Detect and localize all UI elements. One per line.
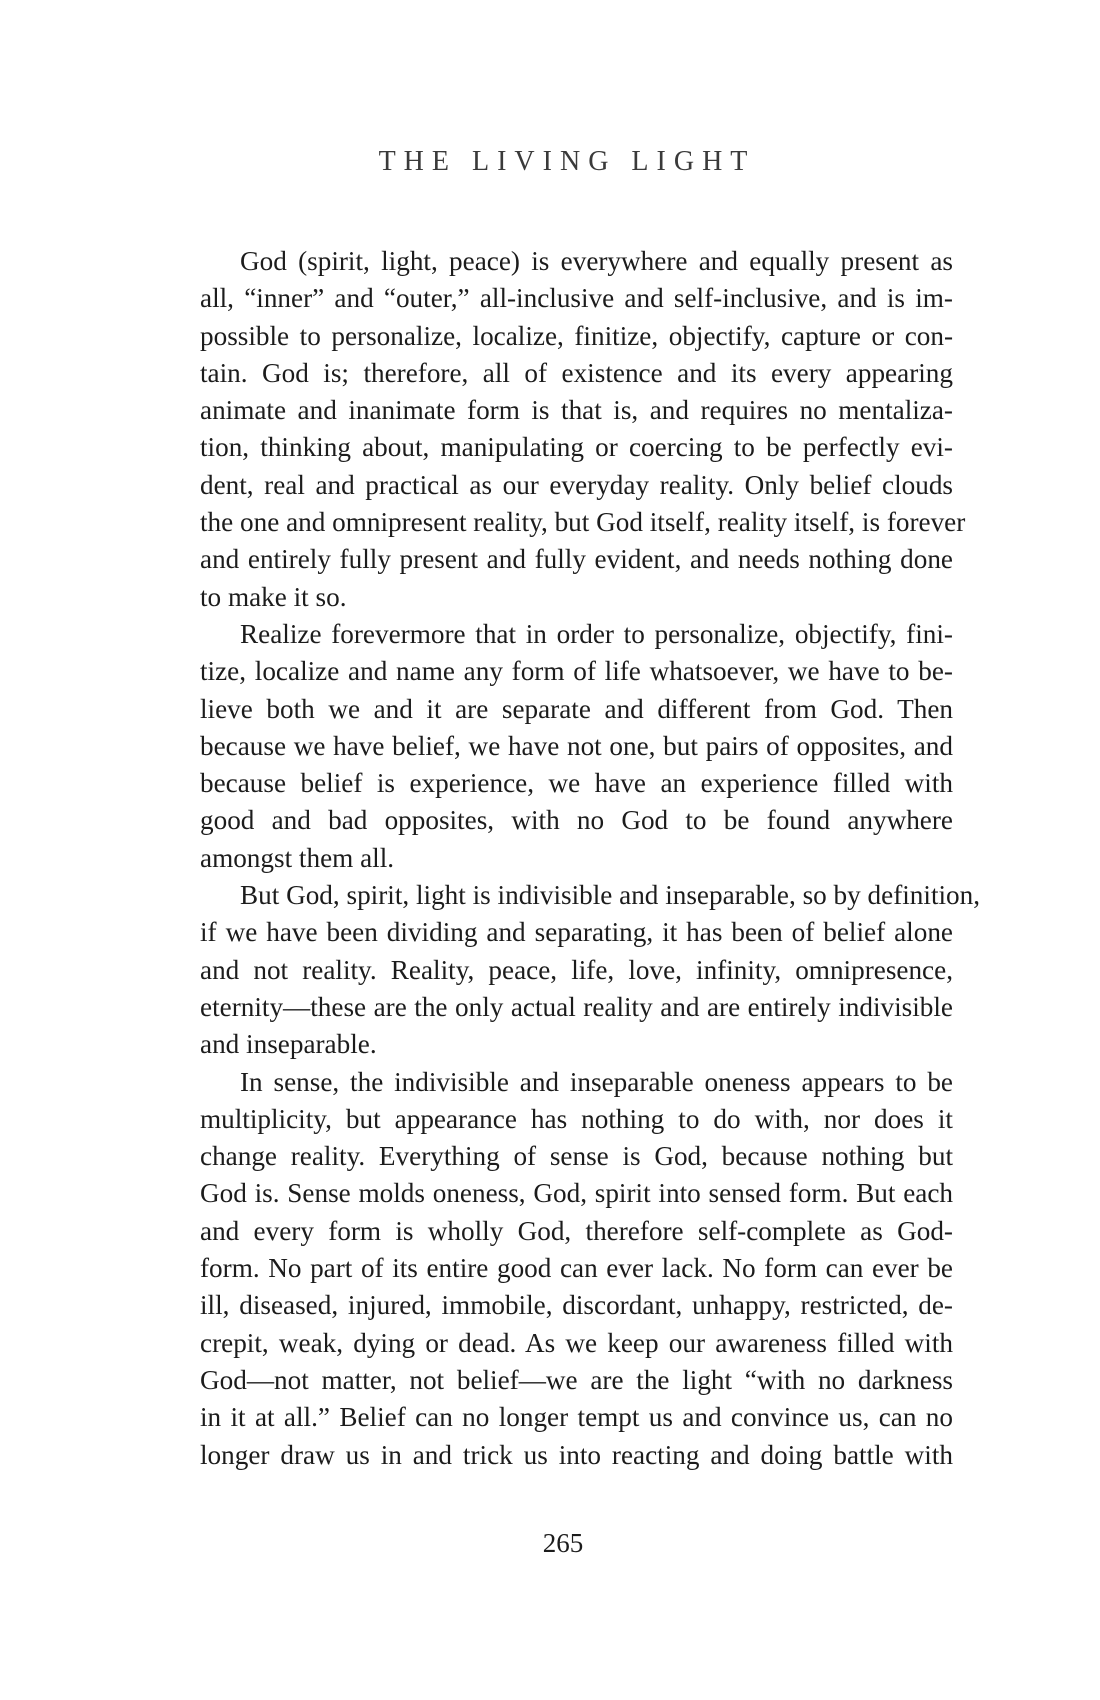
text-line: the one and omnipresent reality, but God itself, reality itself, is forever bbox=[200, 507, 966, 538]
text-line: eternity—these are the only actual reality and are entirely indivisible bbox=[200, 991, 953, 1022]
text-line: change reality. Everything of sense is God, because nothing but bbox=[200, 1141, 953, 1172]
text-line: God—not matter, not belief—we are the light “with no darkness bbox=[200, 1364, 953, 1395]
text-line: In sense, the indivisible and inseparable oneness appears to be bbox=[240, 1066, 953, 1097]
text-line: Realize forevermore that in order to personalize, objectify, fini- bbox=[240, 618, 953, 649]
text-line: if we have been dividing and separating, it has been of belief alone bbox=[200, 917, 953, 948]
text-line: lieve both we and it are separate and different from God. Then bbox=[200, 693, 953, 724]
text-line: animate and inanimate form is that is, and requires no mentaliza- bbox=[200, 395, 953, 426]
text-line: because belief is experience, we have an experience filled with bbox=[200, 768, 953, 799]
text-line: all, “inner” and “outer,” all-inclusive and self-inclusive, and is im- bbox=[200, 283, 953, 314]
page-number: 265 bbox=[542, 1528, 584, 1558]
text-line: ill, diseased, injured, immobile, discordant, unhappy, restricted, de- bbox=[200, 1290, 953, 1321]
text-line: tain. God is; therefore, all of existence and its every appearing bbox=[200, 357, 953, 388]
running-head: THE LIVING LIGHT bbox=[378, 146, 756, 177]
text-line: amongst them all. bbox=[200, 842, 395, 873]
body-text bbox=[200, 243, 981, 1474]
text-line: form. No part of its entire good can ever lack. No form can ever be bbox=[200, 1253, 953, 1284]
text-line: God is. Sense molds oneness, God, spirit into sensed form. But each bbox=[200, 1178, 953, 1209]
text-line: to make it so. bbox=[200, 581, 347, 612]
text-line: tion, thinking about, manipulating or coercing to be perfectly evi- bbox=[200, 432, 953, 463]
text-line: God (spirit, light, peace) is everywhere and equally present as bbox=[240, 246, 953, 276]
text-line: tize, localize and name any form of life whatsoever, we have to be- bbox=[200, 656, 953, 687]
text-line: good and bad opposites, with no God to be found anywhere bbox=[200, 805, 953, 836]
text-line: But God, spirit, light is indivisible and inseparable, so by definition, bbox=[240, 880, 981, 911]
text-line: and inseparable. bbox=[200, 1029, 377, 1060]
text-line: multiplicity, but appearance has nothing to do with, nor does it bbox=[200, 1103, 953, 1134]
text-line: longer draw us in and trick us into reacting and doing battle with bbox=[200, 1439, 953, 1470]
text-line: and every form is wholly God, therefore self-complete as God- bbox=[200, 1215, 953, 1246]
text-line: because we have belief, we have not one, but pairs of opposites, and bbox=[200, 730, 953, 761]
text-line: and not reality. Reality, peace, life, love, infinity, omnipresence, bbox=[200, 954, 953, 985]
text-line: crepit, weak, dying or dead. As we keep our awareness filled with bbox=[200, 1327, 953, 1358]
text-line: dent, real and practical as our everyday reality. Only belief clouds bbox=[200, 469, 953, 500]
text-line: possible to personalize, localize, finitize, objectify, capture or con- bbox=[200, 320, 953, 351]
text-line: and entirely fully present and fully evident, and needs nothing done bbox=[200, 544, 953, 575]
text-line: in it at all.” Belief can no longer tempt us and convince us, can no bbox=[200, 1402, 953, 1433]
